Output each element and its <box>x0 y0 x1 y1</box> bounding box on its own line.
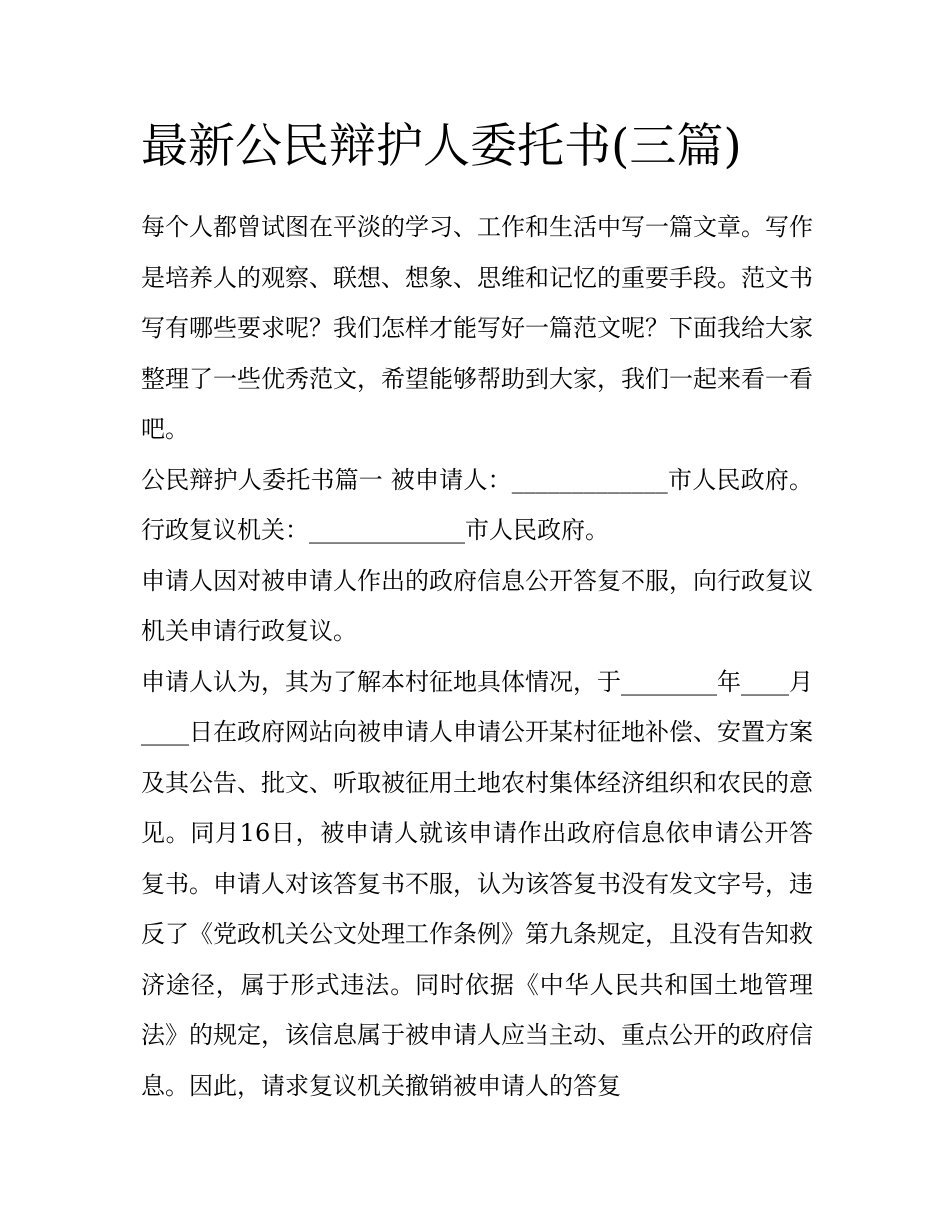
paragraph-reasons: 申请人认为，其为了解本村征地具体情况，于________年____月____日在政府网站向被申请人申请公开某村征地补偿、安置方案及其公告、批文、听取被征用土地农村集体经济组织和农民的意见。同月16日，被申请人就该申请作出政府信息依申请公开答复书。申请人对该答复书不服，认为该答复书没有发文字号，违反了《党政机关公文处理工作条例》第九条规定，且没有告知救济途径，属于形式违法。同时依据《中华人民共和国土地管理法》的规定，该信息属于被申请人应当主动、重点公开的政府信息。因此，请求复议机关撤销被申请人的答复 <box>141 667 813 1100</box>
document-title: 最新公民辩护人委托书(三篇) <box>141 119 742 174</box>
paragraph-intro: 每个人都曾试图在平淡的学习、工作和生活中写一篇文章。写作是培养人的观察、联想、想象、思维和记忆的重要手段。范文书写有哪些要求呢？我们怎样才能写好一篇范文呢？下面我给大家整理了一些优秀范文，希望能够帮助到大家，我们一起来看一看吧。 <box>141 213 813 443</box>
paragraph-request: 申请人因对被申请人作出的政府信息公开答复不服，向行政复议机关申请行政复议。 <box>141 566 813 645</box>
paragraph-parties: 公民辩护人委托书篇一 被申请人：_____________市人民政府。 行政复议机关：_____________市人民政府。 <box>141 465 813 544</box>
document-body <box>141 112 813 1111</box>
